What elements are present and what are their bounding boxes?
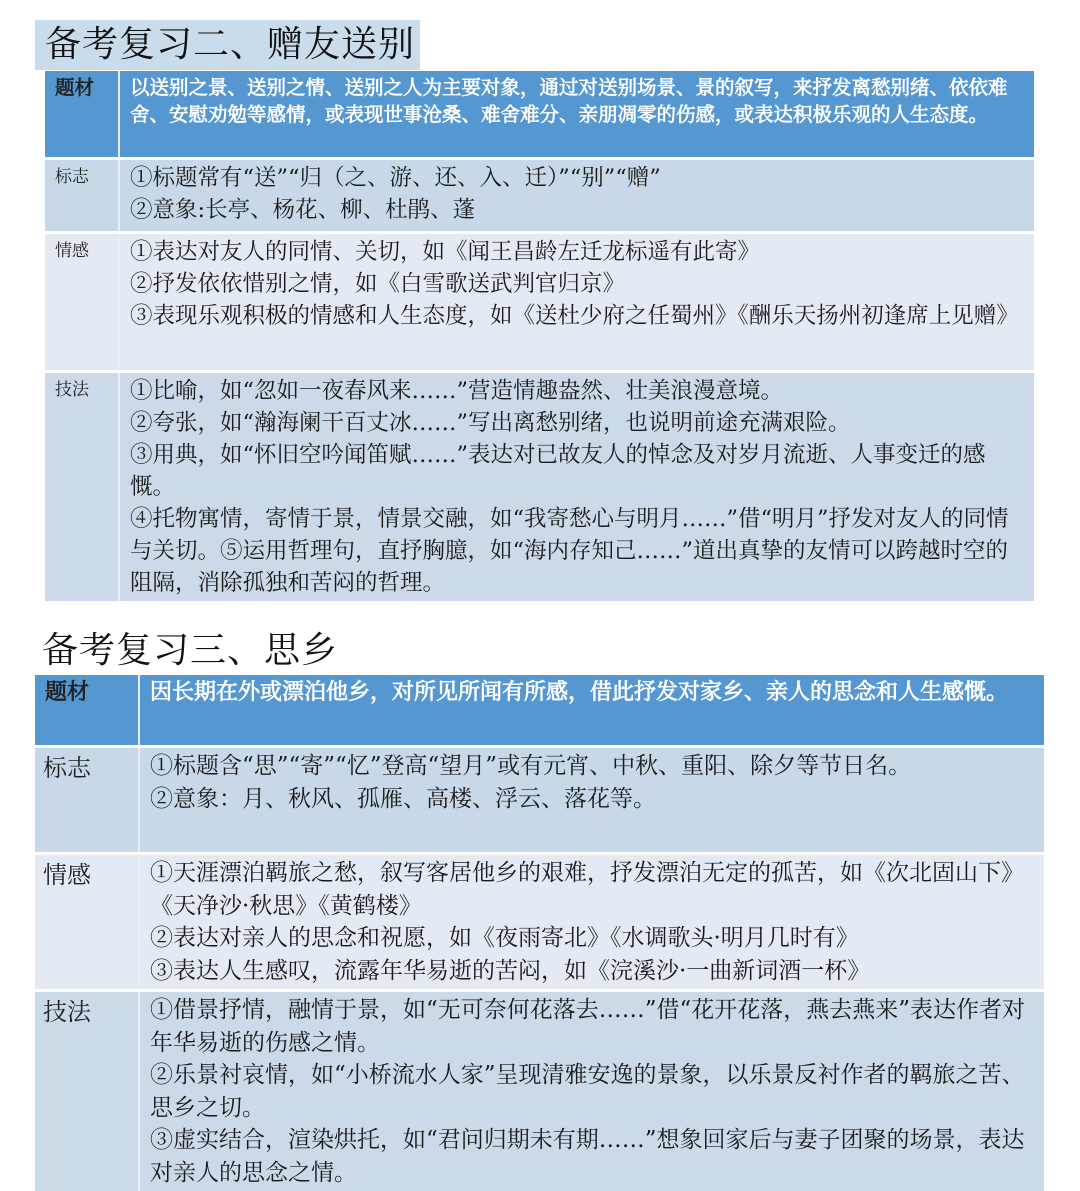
- row-content: [139, 854, 1044, 991]
- content-line: ③虚实结合，渲染烘托，如“君问归期未有期……”想象回家后与妻子团聚的场景，表达对亲人的思念之情。: [150, 1124, 1034, 1189]
- content-line: ②抒发依依惜别之情，如《白雪歌送武判官归京》: [130, 268, 1024, 300]
- section1-table: [45, 71, 1034, 601]
- row-content: [119, 159, 1034, 233]
- content-line: ③用典，如“怀旧空吟闻笛赋……”表达对已故友人的悼念及对岁月流逝、人事变迁的感慨。: [130, 439, 1024, 503]
- table-row-topic: [45, 71, 1034, 159]
- content-line: ②夸张，如“瀚海阑干百丈冰……”写出离愁别绪，也说明前途充满艰险。: [130, 407, 1024, 439]
- content-line: ①借景抒情，融情于景，如“无可奈何花落去……”借“花开花落，燕去燕来”表达作者对年华易逝的伤感之情。: [150, 994, 1034, 1059]
- row-label: 技法: [35, 991, 139, 1191]
- table-row-technique: [35, 991, 1044, 1191]
- row-label: 题材: [35, 675, 139, 747]
- row-label: 题材: [45, 71, 119, 159]
- row-content: [119, 233, 1034, 372]
- row-label: 标志: [35, 747, 139, 854]
- table-row-emotion: [45, 233, 1034, 372]
- section2-title: 备考复习三、思乡: [42, 628, 338, 674]
- content-line: ①比喻，如“忽如一夜春风来……”营造情趣盎然、壮美浪漫意境。: [130, 375, 1024, 407]
- table-row-markers: [45, 159, 1034, 233]
- content-line: ②意象：月、秋风、孤雁、高楼、浮云、落花等。: [150, 783, 1034, 816]
- content-line: ②表达对亲人的思念和祝愿，如《夜雨寄北》《水调歌头·明月几时有》: [150, 922, 1034, 955]
- table-row-markers: [35, 747, 1044, 854]
- row-content: [139, 675, 1044, 747]
- row-content: [139, 747, 1044, 854]
- table-row-technique: [45, 372, 1034, 602]
- content-line: ③表现乐观积极的情感和人生态度，如《送杜少府之任蜀州》《酬乐天扬州初逢席上见赠》: [130, 300, 1024, 332]
- row-content: [139, 991, 1044, 1191]
- section2-table: [35, 675, 1044, 1191]
- content-line: 以送别之景、送别之情、送别之人为主要对象，通过对送别场景、景的叙写，来抒发离愁别绪、依依难舍、安慰劝勉等感情，或表现世事沧桑、难舍难分、亲朋凋零的伤感，或表达积极乐观的人生态度。: [130, 74, 1026, 128]
- content-line: ①标题常有“送”“归（之、游、还、入、迁）”“别”“赠”: [130, 162, 1024, 194]
- row-content: [119, 372, 1034, 602]
- content-line: ①表达对友人的同情、关切，如《闻王昌龄左迁龙标遥有此寄》: [130, 236, 1024, 268]
- row-label: 技法: [45, 372, 119, 602]
- row-label: 情感: [45, 233, 119, 372]
- content-line: 因长期在外或漂泊他乡，对所见所闻有所感，借此抒发对家乡、亲人的思念和人生感慨。: [150, 676, 1036, 709]
- row-label: 情感: [35, 854, 139, 991]
- table-row-emotion: [35, 854, 1044, 991]
- row-label: 标志: [45, 159, 119, 233]
- content-line: ②乐景衬哀情，如“小桥流水人家”呈现清雅安逸的景象，以乐景反衬作者的羁旅之苦、思乡之切。: [150, 1059, 1034, 1124]
- content-line: ①标题含“思”“寄”“忆”登高“望月”或有元宵、中秋、重阳、除夕等节日名。: [150, 750, 1034, 783]
- content-line: ②意象:长亭、杨花、柳、杜鹃、蓬: [130, 194, 1024, 226]
- content-line: ①天涯漂泊羁旅之愁，叙写客居他乡的艰难，抒发漂泊无定的孤苦，如《次北固山下》《天净沙·秋思》《黄鹤楼》: [150, 857, 1034, 922]
- row-content: [119, 71, 1034, 159]
- content-line: ④托物寓情，寄情于景，情景交融，如“我寄愁心与明月……”借“明月”抒发对友人的同情与关切。⑤运用哲理句，直抒胸臆，如“海内存知己……”道出真挚的友情可以跨越时空的阻隔，消除孤独和苦闷的哲理。: [130, 503, 1024, 599]
- section1-title: 备考复习二、赠友送别: [35, 20, 420, 70]
- content-line: ③表达人生感叹，流露年华易逝的苦闷，如《浣溪沙·一曲新词酒一杯》: [150, 955, 1034, 988]
- table-row-topic: [35, 675, 1044, 747]
